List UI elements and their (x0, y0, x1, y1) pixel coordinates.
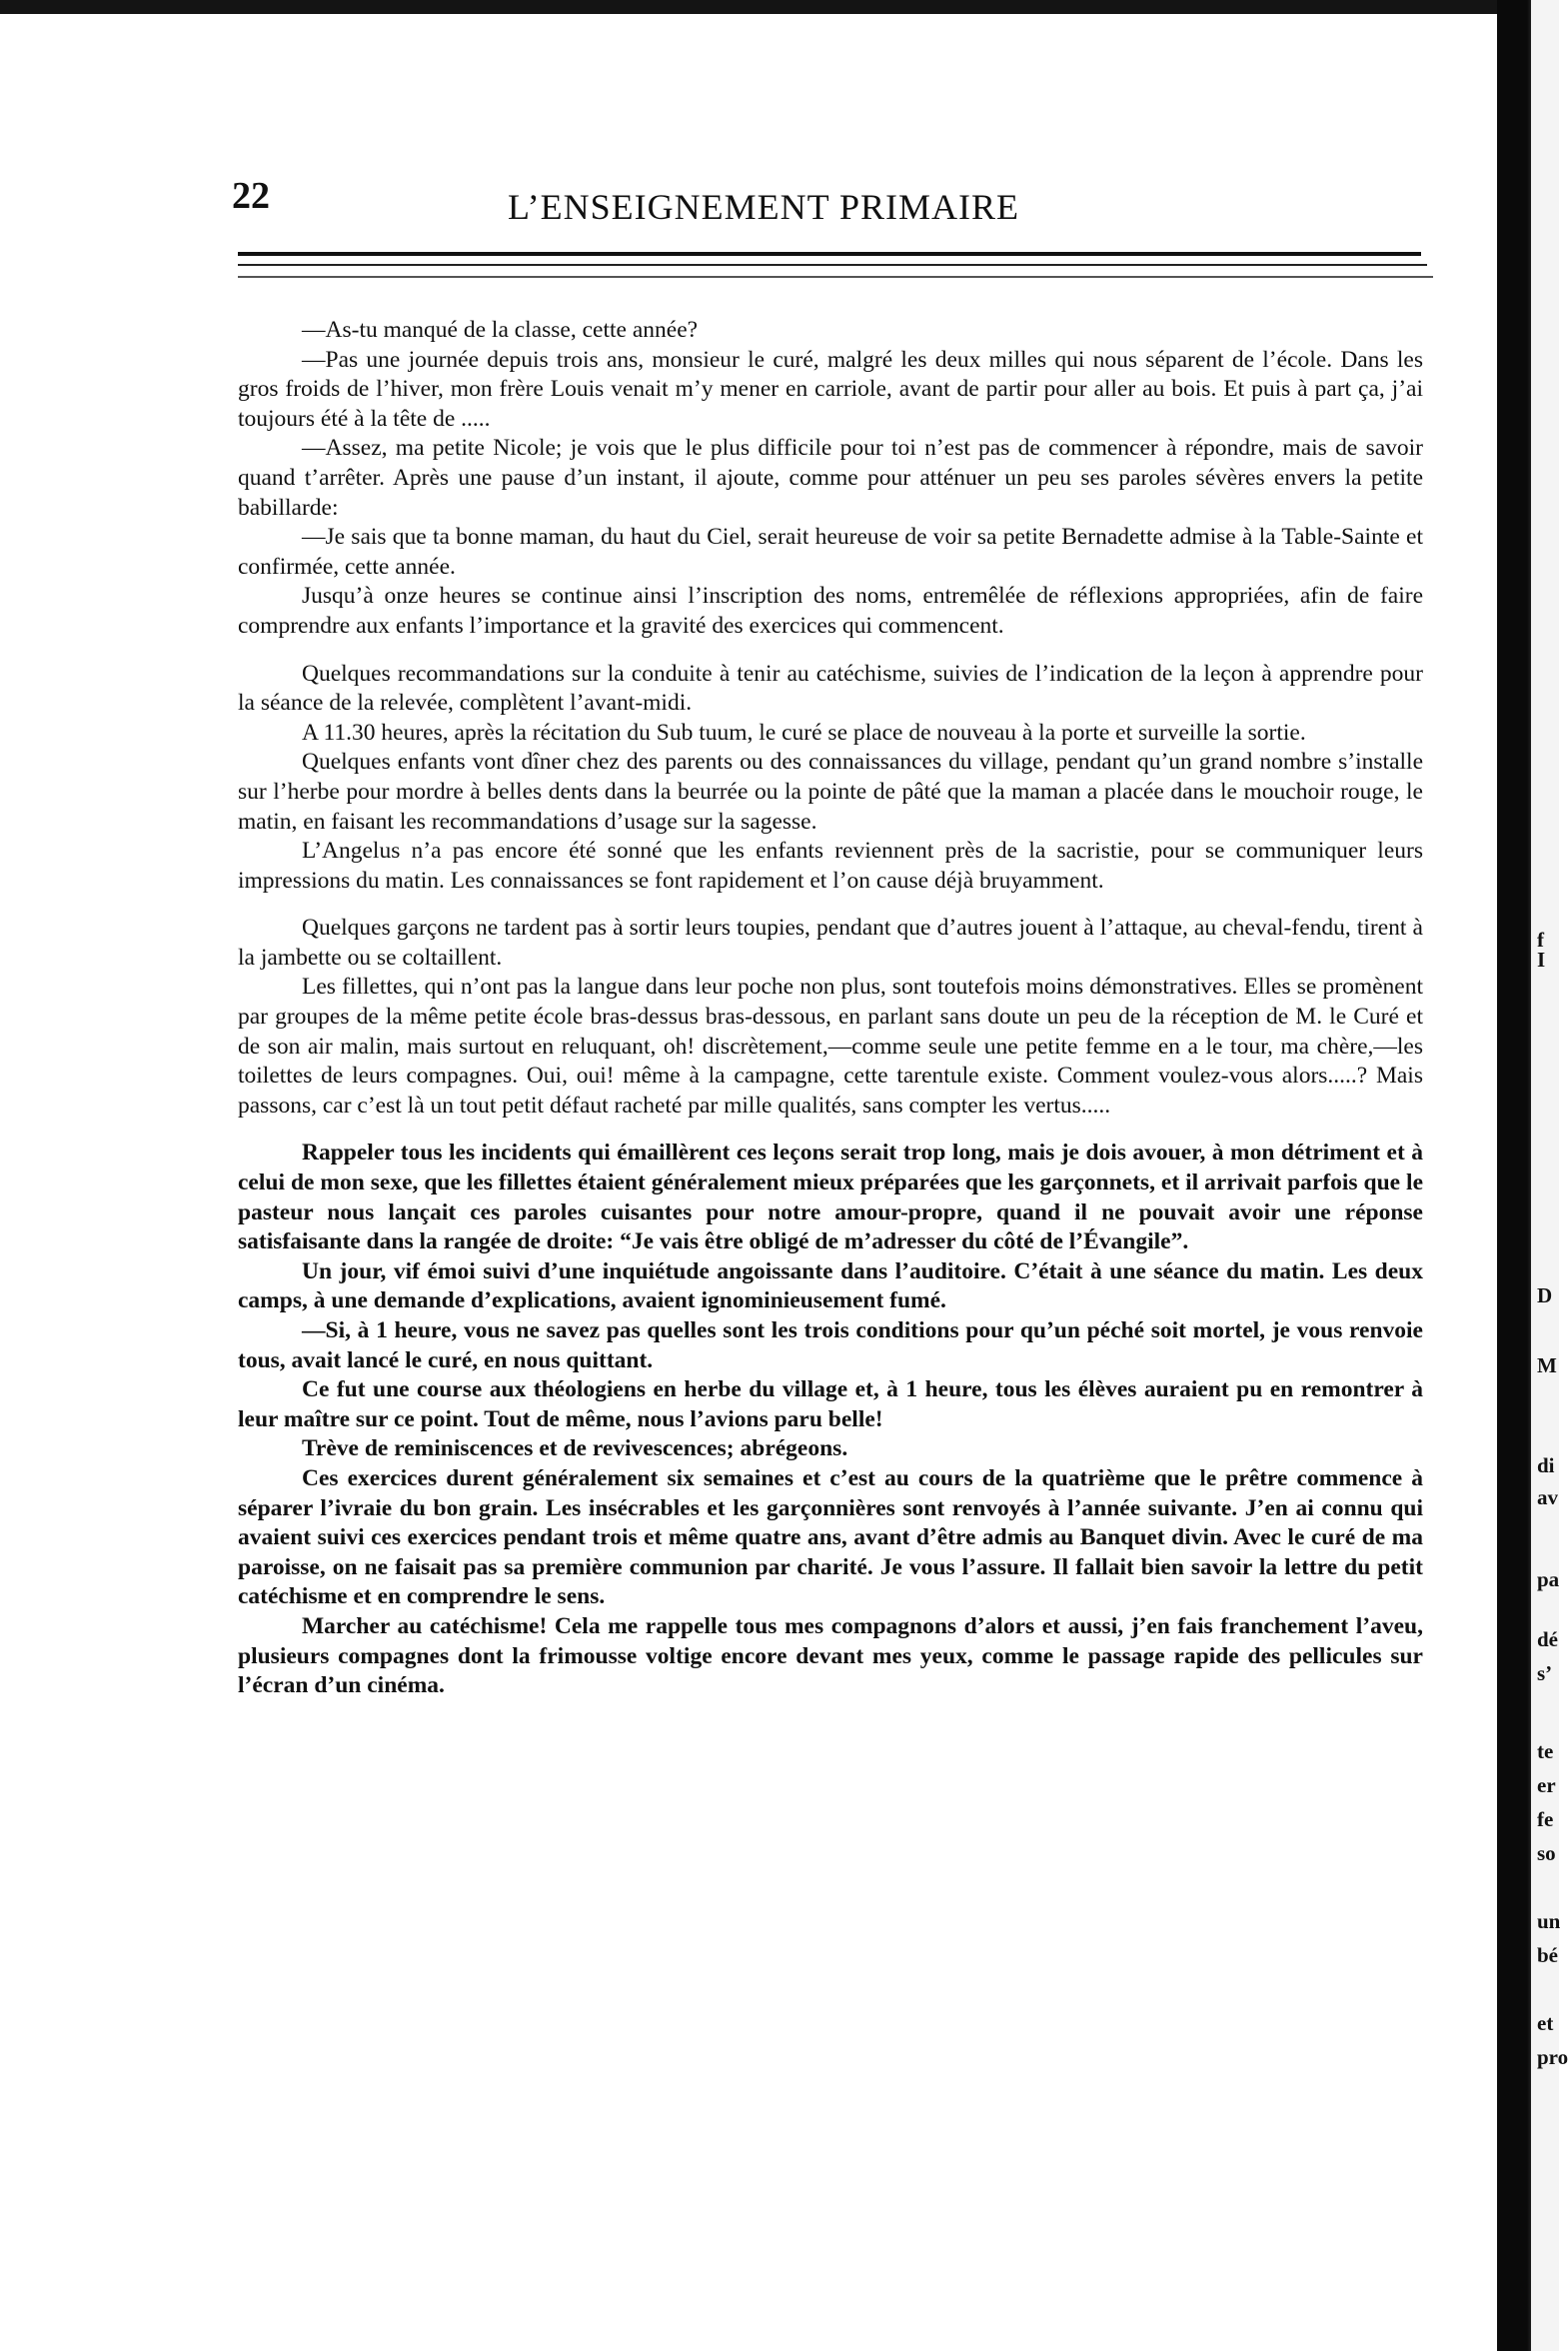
header-rule (238, 264, 1427, 266)
header-rule (238, 276, 1433, 278)
facing-fragment: un (1537, 1909, 1561, 1933)
facing-fragment: pro (1537, 2045, 1568, 2069)
paragraph: Quelques garçons ne tardent pas à sortir leurs toupies, pendant que d’autres jouent à l’attaque, au cheval-fendu, tirent à la jambette ou se coltaillent. (238, 915, 1423, 971)
running-head: L’ENSEIGNEMENT PRIMAIRE (508, 187, 1020, 227)
paragraph: —As-tu manqué de la classe, cette année? (302, 317, 699, 343)
paragraph: —Si, à 1 heure, vous ne savez pas quelles sont les trois conditions pour qu’un péché soit mortel, je vous renvoie tous, avait lancé le curé, en nous quittant. (238, 1317, 1423, 1373)
paragraph: —Pas une journée depuis trois ans, monsieur le curé, malgré les deux milles qui nous séparent de l’école. Dans les gros froids de l’hiver, mon frère Louis venait m’y mener en carriole, avant de partir pour aller au bois. Et puis à part ça, j’ai toujours été à la tête de ..... (238, 346, 1423, 432)
paragraph: Ce fut une course aux théologiens en herbe du village et, à 1 heure, tous les élèves auraient pu en remontrer à leur maître sur ce point. Tout de même, nous l’avions paru belle! (238, 1376, 1423, 1432)
facing-fragment: bé (1537, 1943, 1558, 1967)
facing-fragment: et (1537, 2011, 1554, 2035)
facing-fragment: av (1537, 1485, 1558, 1509)
facing-fragment: fe (1537, 1807, 1554, 1831)
body-text (238, 316, 1423, 1701)
facing-fragment: er (1537, 1773, 1556, 1797)
facing-page-strip (1531, 0, 1559, 2351)
facing-fragment: f (1537, 928, 1544, 952)
facing-fragment: s’ (1537, 1661, 1553, 1685)
paragraph: Jusqu’à onze heures se continue ainsi l’inscription des noms, entremêlée de réflexions appropriées, afin de faire comprendre aux enfants l’importance et la gravité des exercices qui commencent. (238, 583, 1423, 639)
paragraph: L’Angelus n’a pas encore été sonné que les enfants reviennent près de la sacristie, pour se communiquer leurs impressions du matin. Les connaissances se font rapidement et l’on cause déjà bruyamment. (238, 838, 1423, 894)
paragraph: Un jour, vif émoi suivi d’une inquiétude angoissante dans l’auditoire. C’était à une séance du matin. Les deux camps, à une demande d’explications, avaient ignominieusement fumé. (238, 1257, 1423, 1314)
paragraph: Quelques recommandations sur la conduite à tenir au catéchisme, suivies de l’indication de la leçon à apprendre pour la séance de la relevée, complètent l’avant-midi. (238, 660, 1423, 717)
header-rule (238, 252, 1421, 256)
facing-fragment: di (1537, 1453, 1555, 1477)
paragraph: Ces exercices durent généralement six semaines et c’est au cours de la quatrième que le prêtre commence à séparer l’ivraie du bon grain. Les insécrables et les garçonnières sont renvoyés à l’année suivante. J’en ai connu qui avaient suivi ces exercices pendant trois et même quatre ans, avant d’être admis au Banquet divin. Avec le curé de ma paroisse, on ne faisait pas sa première communion par charité. Je vous l’assure. Il fallait bien savoir la lettre du petit catéchisme et en comprendre le sens. (238, 1464, 1423, 1610)
paragraph: A 11.30 heures, après la récitation du Sub tuum, le curé se place de nouveau à la porte et surveille la sortie. (302, 719, 1306, 746)
facing-fragment: pa (1537, 1567, 1560, 1591)
paragraph: —Assez, ma petite Nicole; je vois que le plus difficile pour toi n’est pas de commencer à répondre, mais de savoir quand t’arrêter. Après une pause d’un instant, il ajoute, comme pour atténuer un peu ses paroles sévères envers la petite babillarde: (238, 435, 1423, 521)
paragraph: Marcher au catéchisme! Cela me rappelle tous mes compagnons d’alors et aussi, j’en fais franchement l’aveu, plusieurs compagnes dont la frimousse voltige encore devant mes yeux, comme le passage rapide des pellicules sur l’écran d’un cinéma. (238, 1612, 1423, 1699)
facing-fragment: I (1537, 948, 1546, 972)
scan-edge-top (0, 0, 1499, 14)
paragraph: —Je sais que ta bonne maman, du haut du Ciel, serait heureuse de voir sa petite Bernadette admise à la Table-Sainte et confirmée, cette année. (238, 524, 1423, 580)
facing-fragment: dé (1537, 1627, 1558, 1651)
paragraph: Quelques enfants vont dîner chez des parents ou des connaissances du village, pendant qu’un grand nombre s’installe sur l’herbe pour mordre à belles dents dans la beurrée ou la pointe de pâté que la maman a placée dans le mouchoir rouge, le matin, en faisant les recommandations d’usage sur la sagesse. (238, 749, 1423, 835)
facing-fragment: M (1537, 1353, 1557, 1377)
facing-fragment: te (1537, 1739, 1554, 1763)
facing-fragment: D (1537, 1283, 1553, 1307)
paragraph: Les fillettes, qui n’ont pas la langue dans leur poche non plus, sont toutefois moins démonstratives. Elles se promènent par groupes de la même petite école bras-dessus bras-dessous, en parlant sans doute un peu de la réception de M. le Curé et de son air malin, mais surtout en reluquant, oh! discrètement,—comme seule une petite femme en a le tour, ma chère,—les toilettes de leurs compagnes. Oui, oui! même à la campagne, cette tarentule existe. Comment voulez-vous alors.....? Mais passons, car c’est là un tout petit défaut racheté par mille qualités, sans compter les vertus..... (238, 974, 1423, 1119)
paragraph: Trève de reminiscences et de revivescences; abrégeons. (302, 1435, 848, 1462)
paragraph: Rappeler tous les incidents qui émaillèrent ces leçons serait trop long, mais je dois avouer, à mon détriment et à celui de mon sexe, que les fillettes étaient généralement mieux préparées que les garçonnets, et il arrivait parfois que le pasteur nous lançait ces paroles cuisantes pour notre amour-propre, quand il ne pouvait avoir une réponse satisfaisante dans la rangée de droite: “Je vais être obligé de m’adresser du côté de l’Évangile”. (238, 1140, 1423, 1255)
facing-fragment: so (1537, 1841, 1556, 1865)
page-number: 22 (232, 175, 270, 217)
